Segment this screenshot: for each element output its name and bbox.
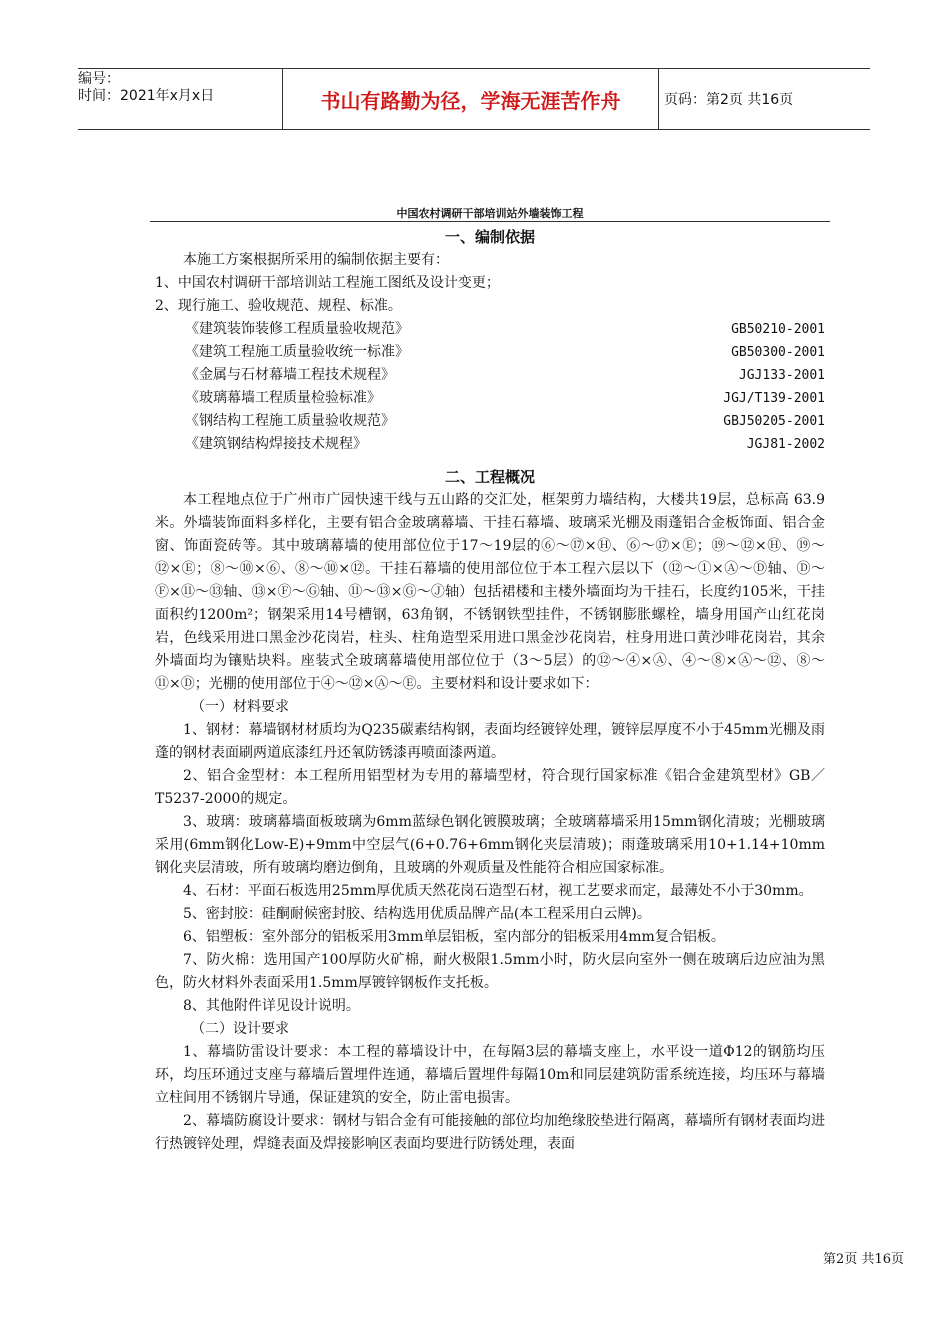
material-item: 8、其他附件详见设计说明。: [183, 998, 360, 1014]
standard-row: [155, 387, 825, 410]
number-label: 编号：: [78, 71, 120, 87]
standard-code: GBJ50205-2001: [723, 414, 825, 429]
design-title: （二）设计要求: [191, 1021, 289, 1037]
header-page-label: 页码：第2页 共16页: [664, 92, 794, 108]
material-item: 4、石材：平面石板选用25mm厚优质天然花岗石造型石材，视工艺要求而定，最薄处不小于30mm。: [183, 883, 813, 899]
basis-item: 2、现行施工、验收规范、规程、标准。: [155, 298, 402, 314]
material-item: 2、铝合金型材：本工程所用铝型材为专用的幕墙型材，符合现行国家标准《铝合金建筑型材》GB／T5237-2000的规定。: [155, 768, 825, 807]
standard-code: JGJ/T139-2001: [723, 391, 825, 406]
design-item: 1、幕墙防雷设计要求：本工程的幕墙设计中，在每隔3层的幕墙支座上，水平设一道Φ12的钢筋均压环，均压环通过支座与幕墙后置埋件连通，幕墙后置埋件每隔10m和同层建筑防雷系统连接，均压环与幕墙立柱间用不锈钢片导通，保证建筑的安全，防止雷电损害。: [155, 1044, 825, 1106]
standard-row: [155, 318, 825, 341]
standard-row: [155, 364, 825, 387]
section1-heading: 一、编制依据: [444, 228, 535, 246]
standard-name: 《金属与石材幕墙工程技术规程》: [185, 367, 395, 383]
standard-code: JGJ81-2002: [746, 437, 825, 452]
material-item: 3、玻璃：玻璃幕墙面板玻璃为6mm蓝绿色钢化镀膜玻璃；全玻璃幕墙采用15mm钢化清玻；光棚玻璃采用(6mm钢化Low-E)+9mm中空层气(6+0.76+6mm钢化夹层清玻)；雨蓬玻璃采用10+1.14+10mm钢化夹层清玻，所有玻璃均磨边倒角，且玻璃的外观质量及性能符合相应国家标准。: [155, 814, 825, 876]
standard-name: 《玻璃幕墙工程质量检验标准》: [185, 390, 381, 406]
standard-row: [155, 410, 825, 433]
material-item: 5、密封胶：硅酮耐候密封胶、结构选用优质品牌产品(本工程采用白云牌)。: [183, 906, 651, 922]
standard-name: 《建筑装饰装修工程质量验收规范》: [185, 321, 409, 337]
standard-name: 《钢结构工程施工质量验收规范》: [185, 413, 395, 429]
doc-title: 中国农村调研干部培训站外墙装饰工程: [396, 207, 584, 220]
standard-code: JGJ133-2001: [738, 368, 825, 383]
document-body: [155, 226, 825, 1156]
standard-code: GB50210-2001: [731, 322, 825, 337]
overview-paragraph: 本工程地点位于广州市广园快速干线与五山路的交汇处，框架剪力墙结构，大楼共19层，总标高 63.9 米。外墙装饰面料多样化，主要有铝合金玻璃幕墙、干挂石幕墙、玻璃采光棚及雨蓬铝合金板饰面、铝合金窗、饰面瓷砖等。其中玻璃幕墙的使用部位位于17～19层的⑥～⑰×Ⓗ、⑥～⑰×Ⓔ；⑲～⑫×Ⓗ、⑲～⑫×Ⓔ；⑧～⑩×⑥、⑧～⑩×⑫。干挂石幕墙的使用部位位于本工程六层以下（⑫～①×Ⓐ～Ⓓ轴、Ⓓ～Ⓕ×⑪～⑬轴、⑬×Ⓕ～Ⓖ轴、⑪～⑬×Ⓖ～Ⓙ轴）包括裙楼和主楼外墙面均为干挂石，长度约105米，干挂面积约1200m²；钢架采用14号槽钢，63角钢，不锈钢铁型挂件，不锈钢膨胀螺栓，墙身用国产山红花岗岩，色线采用进口黑金沙花岗岩，柱头、柱角造型采用进口黑金沙花岗岩，柱身用进口黄沙啡花岗岩，其余外墙面均为镶贴块料。座装式全玻璃幕墙使用部位位于（3～5层）的⑫～④×Ⓐ、④～⑧×Ⓐ～⑫、⑧～⑪×Ⓓ；光棚的使用部位于④～⑫×Ⓐ～Ⓔ。主要材料和设计要求如下：: [155, 492, 825, 692]
section2-heading: 二、工程概况: [444, 468, 535, 486]
basis-item: 1、中国农村调研干部培训站工程施工图纸及设计变更；: [155, 275, 500, 291]
design-item: 2、幕墙防腐设计要求：钢材与铝合金有可能接触的部位均加绝缘胶垫进行隔离，幕墙所有钢材表面均进行热镀锌处理，焊缝表面及焊接影响区表面均要进行防锈处理，表面: [155, 1113, 825, 1152]
material-item: 6、铝塑板：室外部分的铝板采用3mm单层铝板，室内部分的铝板采用4mm复合铝板。: [183, 929, 725, 945]
standard-row: [155, 433, 825, 456]
section1-intro: 本施工方案根据所采用的编制依据主要有：: [183, 252, 449, 268]
standard-code: GB50300-2001: [731, 345, 825, 360]
page-footer: 第2页 共16页: [823, 1252, 904, 1267]
material-item: 7、防火棉：选用国产100厚防火矿棉，耐火极限1.5mm小时，防火层向室外一侧在玻璃后边应油为黑色，防火材料外表面采用1.5mm厚镀锌钢板作支托板。: [155, 952, 825, 991]
material-item: 1、钢材：幕墙钢材材质均为Q235碳素结构钢，表面均经镀锌处理，镀锌层厚度不小于45mm光棚及雨蓬的钢材表面刷两道底漆红丹还氧防锈漆再喷面漆两道。: [155, 722, 825, 761]
materials-title: （一）材料要求: [191, 699, 289, 715]
header-motto: 书山有路勤为径，学海无涯苦作舟: [282, 69, 659, 129]
standard-name: 《建筑工程施工质量验收统一标准》: [185, 344, 409, 360]
header-meta: [78, 69, 278, 131]
standard-row: [155, 341, 825, 364]
page-header: [78, 68, 870, 130]
title-rule: [150, 221, 830, 222]
time-label: 时间：2021年x月x日: [78, 88, 215, 104]
standard-name: 《建筑钢结构焊接技术规程》: [185, 436, 367, 452]
